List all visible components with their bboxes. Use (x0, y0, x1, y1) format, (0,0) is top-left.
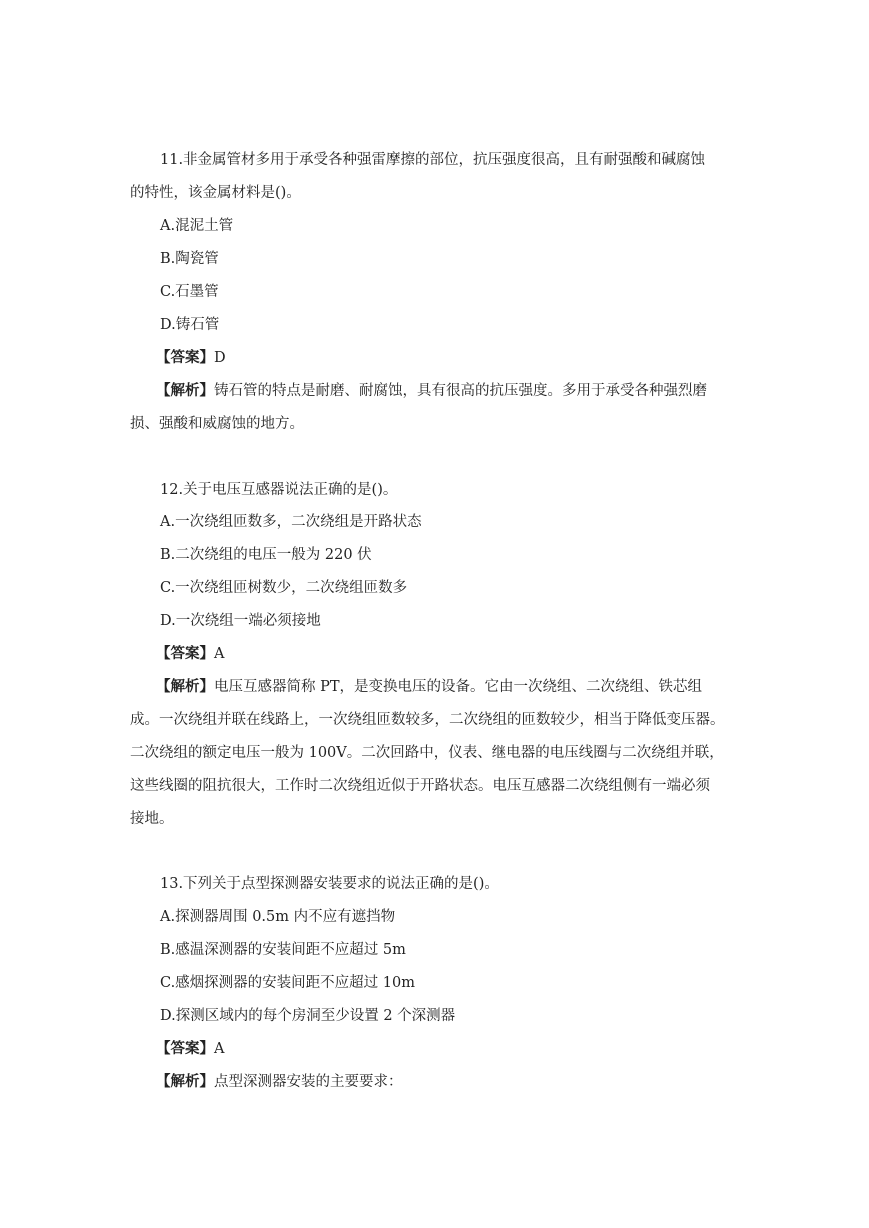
q12-analysis-line4: 这些线圈的阻抗很大，工作时二次绕组近似于开路状态。电压互感器二次绕组侧有一端必须 (130, 778, 710, 794)
q11-analysis-line1 (0, 381, 869, 401)
q13-option-c: C.感烟探测器的安装间距不应超过 10m (160, 975, 415, 991)
q12-stem-line1: 12.关于电压互感器说法正确的是()。 (160, 482, 398, 498)
q11-option-b: B.陶瓷管 (160, 251, 219, 267)
q12-analysis-label: 【解析】 (156, 678, 214, 695)
q12-analysis-line2: 成。一次绕组并联在线路上，一次绕组匝数较多，二次绕组的匝数较少，相当于降低变压器。 (130, 712, 725, 728)
q12-option-d: D.一次绕组一端必须接地 (160, 613, 321, 629)
q11-answer-value: D (214, 350, 226, 366)
q11-answer (0, 348, 869, 368)
q12-analysis-line1 (0, 677, 869, 697)
q12-analysis-text1: 电压互感器简称 PT，是变换电压的设备。它由一次绕组、二次绕组、铁芯组 (214, 679, 703, 695)
q11-analysis-text1: 铸石管的特点是耐磨、耐腐蚀，具有很高的抗压强度。多用于承受各种强烈磨 (214, 383, 707, 399)
q11-option-d: D.铸石管 (160, 317, 220, 333)
q13-analysis-label: 【解析】 (156, 1073, 214, 1090)
q12-answer (0, 644, 869, 664)
q13-stem-line1: 13.下列关于点型探测器安装要求的说法正确的是()。 (160, 876, 499, 892)
q13-option-a: A.探测器周围 0.5m 内不应有遮挡物 (160, 909, 396, 925)
q11-option-c: C.石墨管 (160, 284, 219, 300)
q11-stem-line2: 的特性，该金属材料是()。 (130, 185, 301, 201)
q13-answer (0, 1039, 869, 1059)
q13-option-b: B.感温深测器的安装间距不应超过 5m (160, 942, 406, 958)
q12-answer-value: A (214, 646, 225, 662)
q11-analysis-label: 【解析】 (156, 382, 214, 399)
q11-stem-line1: 11.非金属管材多用于承受各种强雷摩擦的部位，抗压强度很高，且有耐强酸和碱腐蚀 (160, 152, 706, 168)
q12-option-c: C.一次绕组匝树数少，二次绕组匝数多 (160, 580, 408, 596)
q11-analysis-line2: 损、强酸和威腐蚀的地方。 (130, 416, 304, 432)
q12-answer-label: 【答案】 (156, 645, 214, 662)
q12-analysis-line5: 接地。 (130, 811, 174, 827)
q12-analysis-line3: 二次绕组的额定电压一般为 100V。二次回路中，仪表、继电器的电压线圈与二次绕组并联， (130, 745, 724, 761)
q13-answer-label: 【答案】 (156, 1040, 214, 1057)
q11-option-a: A.混泥土管 (160, 218, 234, 234)
q13-analysis-text1: 点型深测器安装的主要要求： (214, 1074, 403, 1090)
q13-analysis-line1 (0, 1072, 869, 1092)
q12-option-b: B.二次绕组的电压一般为 220 伏 (160, 547, 372, 563)
q12-option-a: A.一次绕组匝数多，二次绕组是开路状态 (160, 514, 422, 530)
q13-option-d: D.探测区域内的每个房洞至少设置 2 个深测器 (160, 1008, 456, 1024)
q11-answer-label: 【答案】 (156, 349, 214, 366)
q13-answer-value: A (214, 1041, 225, 1057)
